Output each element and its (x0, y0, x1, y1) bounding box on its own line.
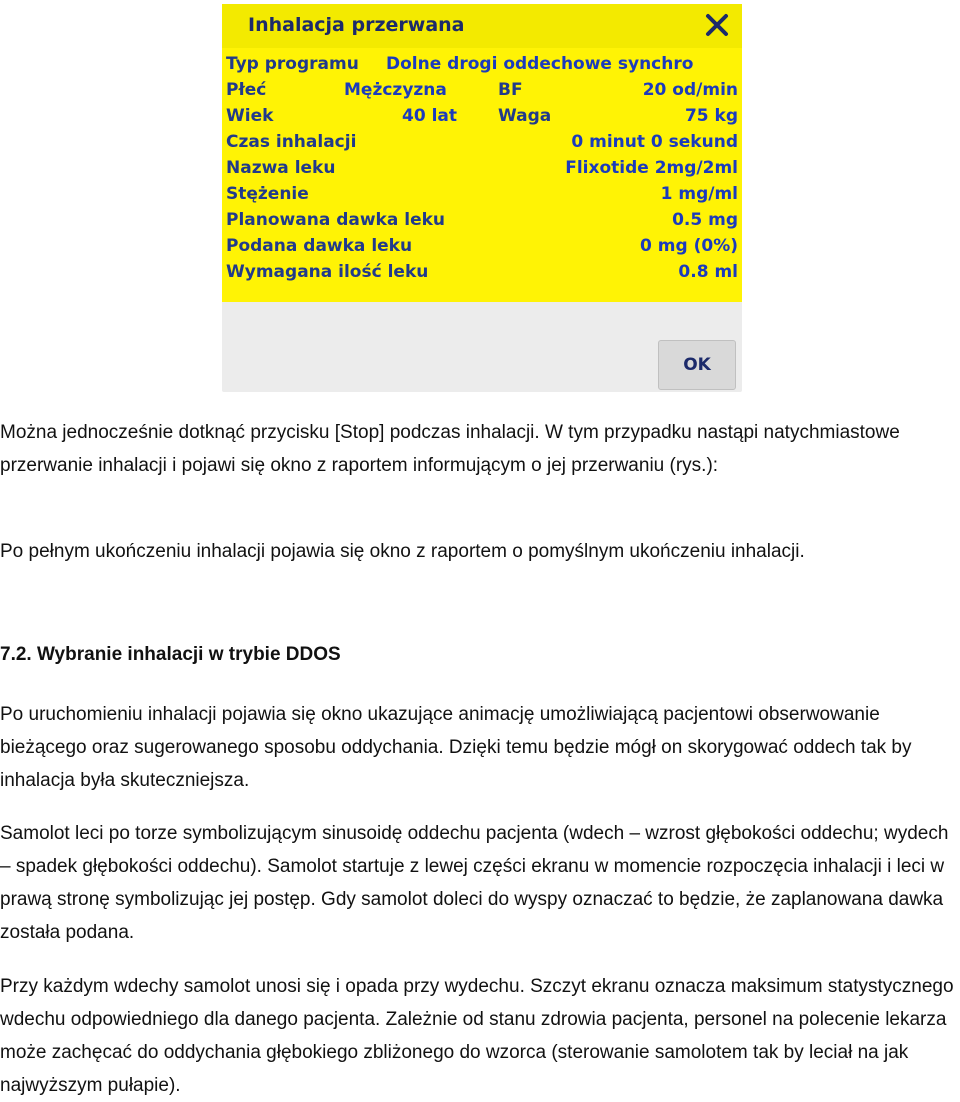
row-label: Stężenie (226, 184, 309, 204)
row-value: 0 mg (0%) (640, 236, 738, 256)
row-value: Flixotide 2mg/2ml (565, 158, 738, 178)
paragraph-stop-info: Można jednocześnie dotknąć przycisku [Stop] podczas inhalacji. W tym przypadku nastąpi natychmiastowe przerwanie inhalacji i pojawi się okno z raportem informującym o jej przerwaniu (rys.): (0, 422, 900, 476)
row-label-2: Waga (498, 106, 552, 126)
row-label: Wymagana ilość leku (226, 262, 429, 282)
row-plec (222, 80, 742, 104)
dialog-title: Inhalacja przerwana (248, 14, 465, 36)
row-label: Czas inhalacji (226, 132, 357, 152)
row-stezenie (222, 184, 742, 208)
paragraph-ddos-intro: Po uruchomieniu inhalacji pojawia się okno ukazujące animację umożliwiającą pacjentowi obserwowanie bieżącego oraz sugerowanego sposobu oddychania. Dzięki temu będzie mógł on skorygować oddech tak by inhalacja była skuteczniejsza. (0, 704, 912, 791)
row-wymagana (222, 262, 742, 286)
row-label: Typ programu (226, 54, 359, 74)
row-program (222, 54, 742, 78)
row-label: Wiek (226, 106, 274, 126)
row-wiek (222, 106, 742, 130)
row-value: Mężczyzna (344, 80, 447, 100)
row-value-2: 75 kg (684, 106, 738, 126)
paragraph-airplane-altitude: Przy każdym wdechy samolot unosi się i opada przy wydechu. Szczyt ekranu oznacza maksimum statystycznego wdechu odpowiedniego dla danego pacjenta. Zależnie od stanu zdrowia pacjenta, personel na polecenie lekarza może zachęcać do oddychania głębokiego zbliżonego do wzorca (sterowanie samolotem tak by leciał na jak najwyższym pułapie). (0, 976, 954, 1096)
inhalation-report-screenshot (222, 4, 742, 392)
row-value: 0.5 mg (672, 210, 738, 230)
ok-button[interactable]: OK (658, 340, 736, 390)
row-lek (222, 158, 742, 182)
section-heading: 7.2. Wybranie inhalacji w trybie DDOS (0, 644, 341, 665)
row-label: Planowana dawka leku (226, 210, 446, 230)
row-planowana (222, 210, 742, 234)
row-label: Nazwa leku (226, 158, 336, 178)
close-icon[interactable] (700, 8, 734, 42)
row-czas (222, 132, 742, 156)
row-label: Płeć (226, 80, 267, 100)
row-label-2: BF (498, 80, 523, 100)
row-podana (222, 236, 742, 260)
row-value: 0 minut 0 sekund (571, 132, 738, 152)
row-value: Dolne drogi oddechowe synchro (386, 54, 694, 74)
row-value: 0.8 ml (678, 262, 738, 282)
row-value: 40 lat (402, 106, 458, 126)
row-value: 1 mg/ml (660, 184, 738, 204)
paragraph-airplane-path: Samolot leci po torze symbolizującym sinusoidę oddechu pacjenta (wdech – wzrost głębokości oddechu; wydech – spadek głębokości oddechu). Samolot startuje z lewej części ekranu w momencie rozpoczęcia inhalacji i leci w prawą stronę symbolizując jej postęp. Gdy samolot doleci do wyspy oznaczać to będzie, że zaplanowana dawka została podana. (0, 823, 949, 943)
row-label: Podana dawka leku (226, 236, 413, 256)
dialog-title-bar (222, 4, 742, 48)
paragraph-completion-info: Po pełnym ukończeniu inhalacji pojawia się okno z raportem o pomyślnym ukończeniu inhalacji. (0, 541, 805, 562)
row-value-2: 20 od/min (642, 80, 738, 100)
